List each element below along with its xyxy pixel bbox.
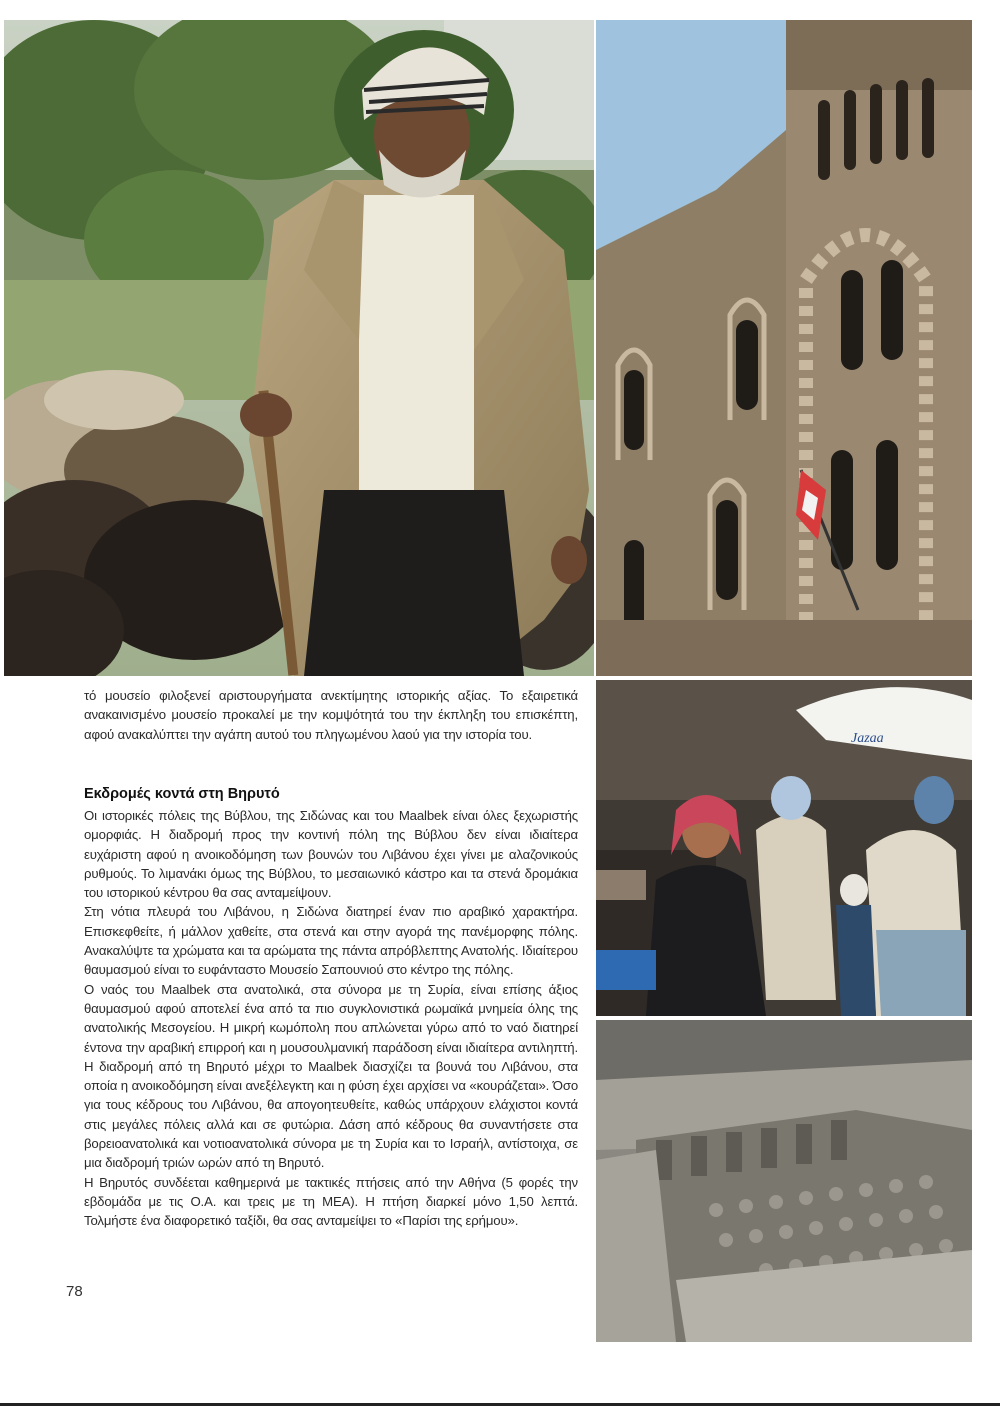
page-number: 78: [66, 1283, 83, 1300]
intro-text: τό μουσείο φιλοξενεί αριστουργήματα ανεκτίμητης ιστορικής αξίας. Το εξαιρετικά ανακαινισμένο μουσείο προκαλεί με την κομψότητά του την έκπληξη του επισκέπτη, αφού ανακαλύπτει την αγάπη αυτού του πληγωμένου λαού για την ιστορία του.: [84, 688, 578, 742]
bottom-rule: [0, 1403, 1000, 1406]
shepherd-photo: [4, 20, 594, 676]
market-street-photo: [596, 680, 972, 1016]
umbrella-logo-text: Jazaa: [851, 731, 884, 746]
article-body: [84, 806, 578, 1231]
building-facade-photo: [596, 20, 972, 676]
paragraph-byblos: Οι ιστορικές πόλεις της Βύβλου, της Σιδώνας και του Maalbek είναι όλες ξεχωριστής ομορφιάς. Η διαδρομή προς την κοντινή πόλη της Βύβλου δεν είναι ιδιαίτερα ευχάριστη αφού η ανοικοδόμηση των βουνών του Λιβάνου έχει γίνει με αλαζονικούς ρυθμούς. Το λιμανάκι όμως της Βύβλου, το μεσαιωνικό κάστρο και τα στενά δρομάκια του ιστορικού κέντρου θα σας ανταμείψουν.: [84, 808, 578, 901]
paragraph-maalbek: Ο ναός του Maalbek στα ανατολικά, στα σύνορα με τη Συρία, είναι επίσης άξιος θαυμασμού αφού αποτελεί ένα από τα πιο συγκλονιστικά ρωμαϊκά μνημεία όλης της ανατολικής Μεσογείου. Η μικρή κωμόπολη που απλώνεται γύρω από το ναό διατηρεί έντονα την αραβική επιρροή και η μουσουλμανική παράδοση είναι ιδιαίτερα αντιληπτή. Η διαδρομή από τη Βηρυτό μέχρι το Maalbek διασχίζει τα βουνά του Λιβάνου, στα οποία η ανοικοδόμηση είναι ανεξέλεγκτη και η φύση έχει αρχίσει να «κουράζεται». Όσο για τους κέδρους του Λιβάνου, θα απογοητευθείτε, καθώς υπάρχουν ελάχιστοι κοντά στις μεγάλες πόλεις αλλά και σε φυτώρια. Δάση από κέδρους θα συναντήσετε στα βορειοανατολικά και νοτιοανατολικά σύνορα με τη Συρία και το Ισραήλ, αντίστοιχα, σε μια διαδρομή τριών ωρών από τη Βηρυτό.: [84, 981, 578, 1171]
paragraph-sidon: Στη νότια πλευρά του Λιβάνου, η Σιδώνα διατηρεί έναν πιο αραβικό χαρακτήρα. Επισκεφθείτε, ή μάλλον χαθείτε, στα στενά και στην αγορά της πανέμορφης πόλης. Ανακαλύψτε τα χρώματα και τα αρώματα της πάντα απρόβλεπτης Ανατολής. Ιδιαίτερου θαυμασμού είναι το ευφάνταστο Μουσείο Σαπουνιού στο κέντρο της πόλης.: [84, 904, 578, 978]
paragraph-flights: Η Βηρυτός συνδέεται καθημερινά με τακτικές πτήσεις από την Αθήνα (5 φορές την εβδομάδα με τις Ο.Α. και τρεις με τη ΜΕΑ). Η πτήση διαρκεί μόνο 1,50 λεπτά. Τολμήστε ένα διαφορετικό ταξίδι, θα σας ανταμείψει το «Παρίσι της ερήμου».: [84, 1174, 578, 1229]
roman-ruins-photo: [596, 1020, 972, 1342]
section-heading: Εκδρομές κοντά στη Βηρυτό: [84, 786, 280, 802]
intro-paragraph: [84, 686, 578, 744]
